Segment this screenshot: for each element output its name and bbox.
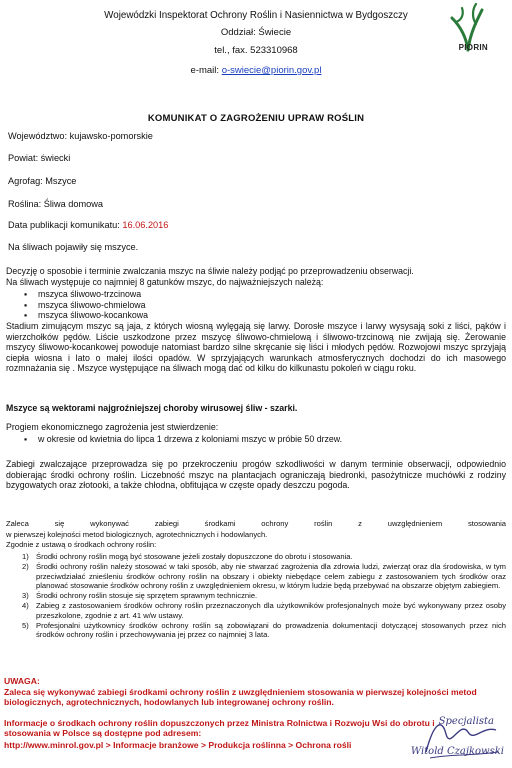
list-item: ▪ mszyca śliwowo-kocankowa xyxy=(24,310,148,321)
species-list xyxy=(24,289,148,321)
law-intro: Zgodnie z ustawą o środkach ochrony roślin: xyxy=(6,540,157,549)
decision-sentence: Decyzję o sposobie i terminie zwalczania mszyc na śliwie należy podjąć po przeprowadzeniu obserwacji. xyxy=(6,266,414,276)
field-plant: Roślina: Śliwa domowa xyxy=(8,199,103,209)
field-publication-date xyxy=(8,220,168,230)
rule-number: 4) xyxy=(22,601,29,611)
recommend-word: środkami xyxy=(204,519,236,528)
rule-text: Zabieg z zastosowaniem środków ochrony roślin przeznaczonych dla użytkowników profesjonalnych może być wykonywany przez osoby przeszkolone, zgodnie z art. 41 w/w ustawy. xyxy=(36,601,506,620)
list-item xyxy=(6,621,506,640)
date-label: Data publikacji komunikatu: xyxy=(8,220,123,230)
warning-title: UWAGA: xyxy=(4,676,40,686)
recommend-word: Zaleca xyxy=(6,519,29,528)
email-label: e-mail: xyxy=(190,65,222,76)
warning-recommendation: Zaleca się wykonywać zabiegi środkami ochrony roślin z uwzględnieniem stosowania w pierwszej kolejności metod biologicznych, agrotechnicznych, hodowlanych lub integrowanej ochrony roślin. xyxy=(4,687,477,708)
list-item: ▪ mszyca śliwowo-chmielowa xyxy=(24,300,148,311)
rule-number: 3) xyxy=(22,591,29,601)
list-item xyxy=(6,601,506,620)
vectors-statement: Mszyce są wektorami najgroźniejszej choroby wirusowej śliw - szarki. xyxy=(6,403,298,413)
list-item xyxy=(6,591,506,600)
recommend-word: zabiegi xyxy=(154,519,179,528)
list-item: ▪ mszyca śliwowo-trzcinowa xyxy=(24,289,148,300)
document-title: KOMUNIKAT O ZAGROŻENIU UPRAW ROŚLIN xyxy=(147,113,365,124)
signature-name: Witold Czajkowski xyxy=(410,746,504,757)
recommend-word: z xyxy=(358,519,362,528)
recommend-line xyxy=(6,519,506,528)
field-county: Powiat: świecki xyxy=(8,153,71,163)
list-item xyxy=(6,552,506,561)
email-link[interactable]: o-swiecie@piorin.gov.pl xyxy=(221,65,322,76)
rule-text: Środki ochrony roślin należy stosować w taki sposób, aby nie stwarzać zagrożenia dla zdrowia ludzi, zwierząt oraz dla środowiska, w tym przeciwdziałać znieśleniu środków ochrony roślin na obszary i obiekty niebędące celem zabiegu z zastosowaniem tych środków oraz planować stosowanie środków ochrony roślin z uwzględnieniem okresu, w którym ludzie będą przebywać na obszarze objętym zabiegiem. xyxy=(36,562,506,590)
biology-paragraph: Stadium zimującym mszyc są jaja, z których wiosną wylęgają się larwy. Dorosłe mszyce i larwy wysysają soki z liści, pąków i wierzchołków pędów. Liście uszkodzone przez mszycę śliwowo-chmielową i śliwowo-trzcinową nie zwijają się. Żerowanie mszycy śliwowo-kocankowej powoduje natomiast bardzo silne skręcanie się liści i młodych pędów. Rozwojowi mszyc sprzyjają ciepła wiosna i lato o małej ilości opadów. W sprzyjających warunkach atmosferycznych dochodzi do ich masowego rozmnażania się . Mszyce występujące na śliwach mogą dać od kilku do kilkunastu pokoleń w ciągu roku. xyxy=(6,321,506,374)
species-intro: Na śliwach występuje co najmniej 8 gatunków mszyc, do najważniejszych należą: xyxy=(6,277,324,287)
threshold-label: Progiem ekonomicznego zagrożenia jest stwierdzenie: xyxy=(6,422,219,432)
rules-list xyxy=(6,552,506,641)
rule-number: 2) xyxy=(22,562,29,572)
intro-text: Na śliwach pojawiły się mszyce. xyxy=(8,242,139,252)
signature-role: Specjalista xyxy=(438,716,494,727)
rule-number: 5) xyxy=(22,621,29,631)
threshold-list xyxy=(24,434,342,445)
email-line xyxy=(0,65,512,76)
warning-url[interactable]: http://www.minrol.gov.pl > Informacje branżowe > Produkcja roślinna > Ochrona rośli xyxy=(4,740,352,750)
field-agrofag: Agrofag: Mszyce xyxy=(8,176,77,186)
recommend-word: wykonywać xyxy=(90,519,129,528)
institution-name: Wojewódzki Inspektorat Ochrony Roślin i Nasiennictwa w Bydgoszczy xyxy=(104,10,408,21)
rule-text: Profesjonalni użytkownicy środków ochrony roślin są zobowiązani do prowadzenia dokumentacji dotyczącej stosowanych przez nich środków ochrony roślin i przechowywania jej przez co najmniej 3 lata. xyxy=(36,621,506,640)
date-value: 16.06.2016 xyxy=(122,220,169,230)
recommend-word: się xyxy=(54,519,65,528)
phone-fax: tel., fax. 523310968 xyxy=(214,45,298,56)
warning-info: Informacje o środkach ochrony roślin dopuszczonych przez Ministra Rolnictwa i Rozwoju Wsi do obrotu i stosowania w Polsce są dostępne pod adresem: xyxy=(4,718,435,739)
recommend-word: stosowania xyxy=(468,519,506,528)
rule-text: Środki ochrony roślin stosuje się sprzętem sprawnym technicznie. xyxy=(36,591,258,601)
branch-name: Oddział: Świecie xyxy=(220,27,292,38)
list-item xyxy=(6,562,506,590)
list-item: ▪ w okresie od kwietnia do lipca 1 drzewa z koloniami mszyc w próbie 50 drzew. xyxy=(24,434,342,445)
treatment-paragraph: Zabiegi zwalczające przeprowadza się po przekroczeniu progów szkodliwości w danym terminie obserwacji, odpowiednio dobierając środki ochrony roślin. Liczebność mszyc na plantacjach ograniczają biedronki, pasożytnicze muchówki z rodziny bzygowatych oraz złotooki, a także chłodna, obfitująca w częste opady deszczu pogoda. xyxy=(6,459,506,491)
logo-text: PIORIN xyxy=(458,43,488,52)
rule-number: 1) xyxy=(22,552,29,561)
field-voivodeship: Województwo: kujawsko-pomorskie xyxy=(8,131,153,141)
recommend-word: roślin xyxy=(314,519,333,528)
recommend-continuation: w pierwszej kolejności metod biologicznych, agrotechnicznych i hodowlanych. xyxy=(6,530,268,539)
recommend-word: ochrony xyxy=(261,519,289,528)
rule-text: Środki ochrony roślin mogą być stosowane jeżeli zostały dopuszczone do obrotu i stosowania. xyxy=(36,552,353,561)
recommend-word: uwzględnieniem xyxy=(387,519,443,528)
